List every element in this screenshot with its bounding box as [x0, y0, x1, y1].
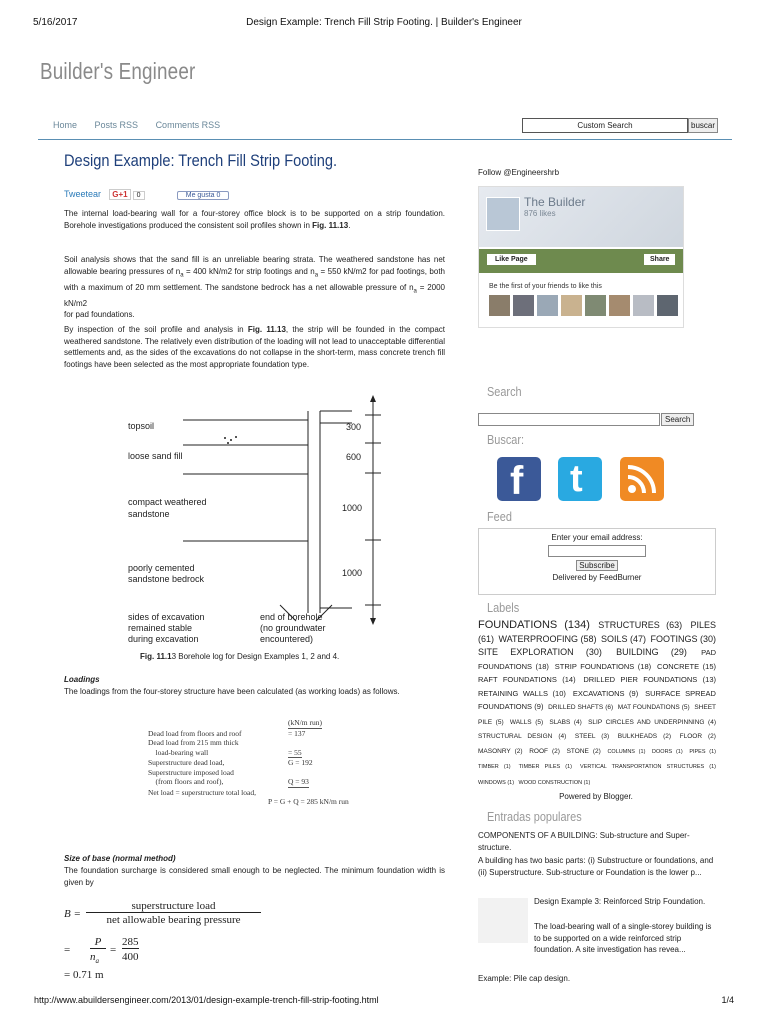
avatar [561, 295, 582, 316]
table-unit: (kN/m run) [288, 718, 322, 727]
custom-search-input[interactable]: Custom Search [522, 118, 688, 133]
post-title[interactable]: Design Example: Trench Fill Strip Footing. [64, 151, 338, 170]
depth-300: 300 [346, 422, 362, 432]
figure-caption: Fig. 11.13 Borehole log for Design Examples 1, 2 and 4. [140, 652, 340, 661]
label-link[interactable]: STRUCTURAL DESIGN (4) [478, 733, 567, 740]
label-link[interactable]: PIPES (1) [689, 748, 716, 755]
print-date: 5/16/2017 [33, 17, 78, 28]
label-link[interactable]: FOUNDATIONS (134) [478, 619, 590, 631]
fb-page-widget [478, 186, 684, 328]
label-link[interactable]: PILES (61) [478, 620, 716, 644]
fb-page-avatar [486, 197, 520, 231]
popular-post-3[interactable]: Example: Pile cap design. [478, 974, 571, 983]
loadings-heading: Loadings [64, 675, 100, 684]
label-link[interactable]: WALLS (5) [509, 718, 544, 726]
tweet-button[interactable]: Tweetear [64, 189, 102, 199]
fb-likes-count: 876 likes [524, 209, 556, 218]
layer-poorly: poorly cemented [128, 563, 195, 573]
label-link[interactable]: FLOOR (2) [679, 733, 716, 740]
sidebar-search-button[interactable]: Search [661, 413, 694, 426]
layer-sandstone: sandstone [128, 509, 170, 519]
facebook-icon[interactable]: f [497, 457, 541, 501]
label-link[interactable]: EXCAVATIONS (9) [572, 688, 639, 698]
popular-post-title[interactable]: COMPONENTS OF A BUILDING: Sub-structure and Super-structure. [478, 831, 690, 852]
size-heading: Size of base (normal method) [64, 854, 176, 863]
buscar-button[interactable]: buscar [688, 118, 718, 133]
popular-post-1[interactable] [478, 830, 714, 878]
label-link[interactable]: STRUCTURES (63) [598, 620, 683, 630]
paragraph-2: Soil analysis shows that the sand fill is an unreliable bearing strata. The weathered sandstone has net allowable bearing pressures of $n_a = 400$ kN/m2 for strip footings and $n_a = 550$ kN/m2 for pad footings, both with a maximum of 20 mm settlement. The sandstone bedrock has a net allowable pressure of $n_a = 2000$ kN/m2 for pad foundations. [64, 255, 445, 320]
label-link[interactable]: DOORS (1) [652, 748, 683, 755]
print-page-number: 1/4 [721, 995, 734, 1005]
table-total: P = G + Q = 285 kN/m run [268, 797, 349, 806]
paragraph-1: The internal load-bearing wall for a four-storey office block is to be supported on a strip foundation. Borehole investigations produced the consistent soil profiles shown in Fig. 11.13. [64, 209, 445, 230]
note-right-3: encountered) [260, 634, 314, 644]
twitter-follow[interactable]: Follow @Engineershrb [478, 168, 560, 177]
label-link[interactable]: TIMBER (1) [478, 764, 511, 770]
popular-post-excerpt: A building has two basic parts: (i) Substructure or foundations, and (ii) Superstructure. Sub-structure or Foundation is the lower p... [478, 856, 714, 877]
label-link[interactable]: SLIP CIRCLES AND UNDERPINNING (4) [588, 718, 716, 726]
label-link[interactable]: STEEL (3) [574, 733, 610, 740]
gplus-count: 0 [133, 191, 145, 200]
popular-post-2[interactable] [534, 896, 714, 908]
feed-title: Feed [487, 509, 512, 524]
gplus-button[interactable]: G+1 [109, 189, 130, 200]
note-left-3: during excavation [128, 634, 199, 644]
layer-loose-sand: loose sand fill [128, 451, 183, 461]
avatar [585, 295, 606, 316]
print-title: Design Example: Trench Fill Strip Footing. | Builder's Engineer [246, 17, 522, 28]
feed-box [478, 528, 716, 595]
avatar [657, 295, 678, 316]
note-left-1: sides of excavation [128, 612, 205, 622]
label-link[interactable]: DRILLED SHAFTS (6) [548, 704, 614, 711]
note-right-1: end of borehole [260, 612, 323, 622]
nav-home[interactable]: Home [53, 120, 78, 130]
feedburner-text: Delivered by FeedBurner [552, 573, 642, 582]
fb-page-name[interactable]: The Builder [524, 195, 586, 209]
label-link[interactable]: WATERPROOFING (58) [498, 633, 597, 644]
label-link[interactable]: SURFACE SPREAD FOUNDATIONS (9) [478, 688, 716, 711]
nav-divider [38, 139, 732, 140]
label-link[interactable]: STONE (2) [566, 747, 601, 755]
avatar [609, 295, 630, 316]
search-widget-title: Search [487, 384, 522, 399]
label-link[interactable]: RETAINING WALLS (10) [478, 688, 566, 698]
layer-bedrock: sandstone bedrock [128, 574, 205, 584]
avatar [537, 295, 558, 316]
label-link[interactable]: PAD FOUNDATIONS (18) [478, 648, 717, 671]
fb-like-button[interactable]: Me gusta 0 [177, 191, 230, 200]
share-bar [64, 189, 229, 200]
twitter-icon[interactable]: t [558, 457, 602, 501]
labels-title: Labels [487, 600, 520, 615]
layer-topsoil: topsoil [128, 421, 155, 431]
label-link[interactable]: ROOF (2) [529, 747, 560, 755]
label-link[interactable]: SHEET PILE (5) [478, 704, 716, 726]
powered-by: Powered by Blogger. [559, 792, 633, 801]
label-link[interactable]: WINDOWS (1) [478, 779, 515, 786]
buscar-title: Buscar: [487, 432, 525, 447]
size-text: The foundation surcharge is considered small enough to be neglected. The minimum foundation width is given by [64, 866, 445, 887]
label-link[interactable]: CONCRETE (15) [657, 661, 716, 671]
label-link[interactable]: VERTICAL TRANSPORTATION STRUCTURES (1) [580, 764, 717, 770]
note-right-2: (no groundwater [260, 623, 326, 633]
label-link[interactable]: SOILS (47) [600, 633, 646, 644]
note-left-2: remained stable [128, 623, 193, 633]
label-link[interactable]: DRILLED PIER FOUNDATIONS (13) [583, 675, 716, 684]
label-link[interactable]: RAFT FOUNDATIONS (14) [478, 675, 576, 684]
avatar [489, 295, 510, 316]
avatar [513, 295, 534, 316]
label-link[interactable]: BUILDING (29) [616, 647, 687, 657]
label-link[interactable]: BULKHEADS (2) [617, 733, 672, 740]
depth-1000b: 1000 [342, 568, 363, 578]
label-link[interactable]: COLUMNS (1) [607, 748, 646, 755]
fb-friends-text: Be the first of your friends to like this [489, 283, 602, 290]
loadings-text: The loadings from the four-storey structure have been calculated (as working loads) as follows. [64, 687, 400, 696]
feed-email-label: Enter your email address: [551, 533, 643, 542]
borehole-log-figure [120, 393, 390, 648]
layer-compact: compact weathered [128, 497, 207, 507]
label-link[interactable]: MAT FOUNDATIONS (5) [617, 704, 690, 711]
fb-like-page-button[interactable]: Like Page [487, 254, 536, 265]
fb-friend-avatars [489, 295, 678, 316]
popular-post-2-excerpt: The load-bearing wall of a single-storey building is to be supported on a wide reinforced strip foundation. A site investigation has revea... [534, 922, 712, 954]
print-url: http://www.abuildersengineer.com/2013/01/design-example-trench-fill-strip-footing.html [34, 995, 379, 1005]
sidebar-search-input[interactable] [478, 413, 660, 426]
avatar [633, 295, 654, 316]
popular-post-title[interactable]: Design Example 3: Reinforced Strip Foundation. [534, 897, 706, 906]
subscribe-button[interactable]: Subscribe [576, 560, 618, 571]
label-link[interactable]: MASONRY (2) [478, 747, 523, 755]
label-link[interactable]: TIMBER PILES (1) [518, 764, 572, 770]
label-link[interactable]: STRIP FOUNDATIONS (18) [554, 661, 652, 671]
fb-share-button[interactable]: Share [644, 254, 675, 265]
label-link[interactable]: FOOTINGS (30) [650, 633, 716, 644]
label-link[interactable]: SITE EXPLORATION (30) [478, 647, 602, 657]
site-logo[interactable]: Builder's Engineer [40, 58, 196, 84]
feed-email-input[interactable] [548, 545, 646, 557]
labels-cloud [478, 618, 716, 789]
paragraph-3: By inspection of the soil profile and analysis in Fig. 11.13, the strip will be founded in the compact weathered sandstone. The relatively even distribution of the loading will not lead to unacceptable differential settlements and, as the sides of the excavations do not collapse in the short-term, mass concrete trench fill footings have been selected as the most appropriate foundation type. [64, 325, 445, 369]
rss-icon[interactable] [620, 457, 664, 501]
nav-comments-rss[interactable]: Comments RSS [155, 120, 221, 130]
top-nav [53, 120, 235, 130]
loads-table: (kN/m run) Dead load from floors and roof = 137 Dead load from 215 mm thick load-bearing wall = 55 Superstructure dead load, G = 192 Superstructure imposed load (from floors and roof), Q = 93 Net load = superstructure total load, P = G + Q = 285 kN/m run [148, 718, 349, 806]
depth-600: 600 [346, 452, 362, 462]
depth-1000a: 1000 [342, 503, 363, 513]
label-link[interactable]: WOOD CONSTRUCTION (1) [518, 779, 591, 786]
popular-title: Entradas populares [487, 809, 582, 824]
label-link[interactable]: SLABS (4) [549, 718, 582, 726]
nav-posts-rss[interactable]: Posts RSS [94, 120, 139, 130]
